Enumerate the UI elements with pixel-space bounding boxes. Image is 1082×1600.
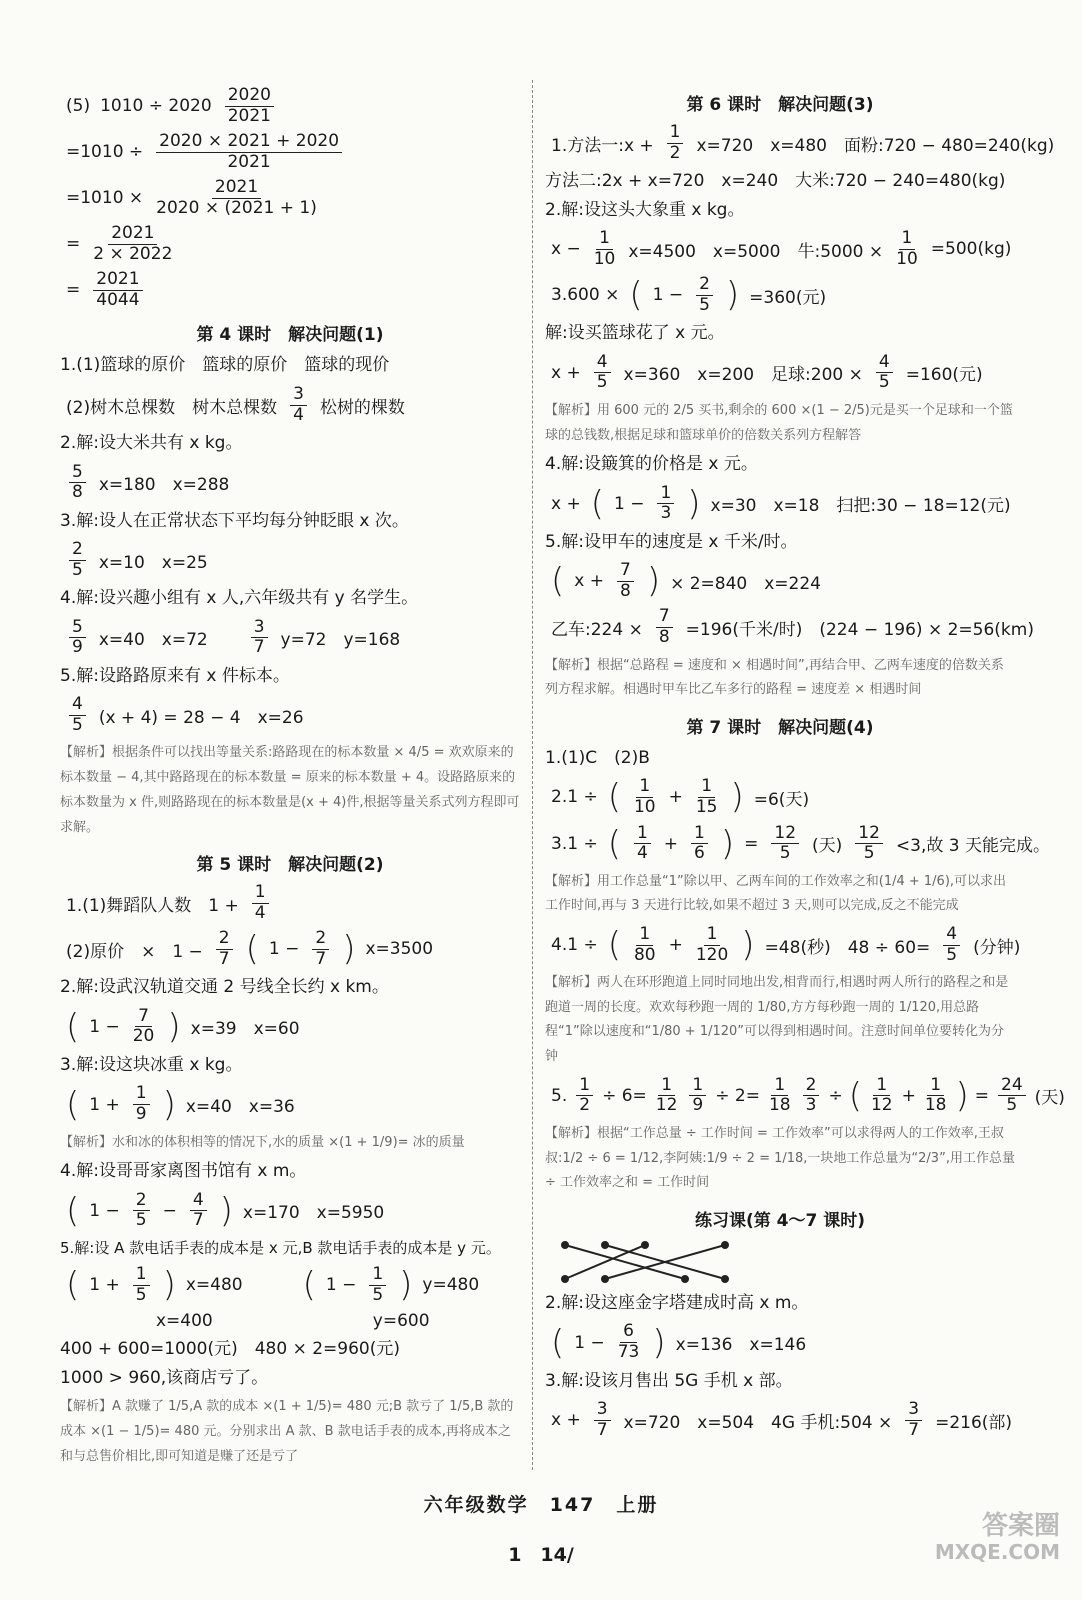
equation: $\frac{4}{5}$ (x + 4) = 28 − 4 x=26	[66, 695, 520, 735]
answer-line: 解:设买篮球花了 x 元。	[545, 323, 725, 344]
answer-line: 3.解:设这块冰重 x kg。	[60, 1054, 243, 1075]
expr: =1010 ×	[66, 188, 144, 209]
analysis-note: 【解析】用 600 元的 2/5 买书,剩余的 600 ×(1 − 2/5)元是买一个足球和一个篮球的总钱数,根据足球和篮球单价的倍数关系列方程解答	[545, 402, 1013, 443]
answer-line: 4.解:设哥哥家离图书馆有 x m。	[60, 1161, 307, 1182]
answer-line: 3.解:设人在正常状态下平均每分钟眨眼 x 次。	[60, 510, 409, 531]
watermark	[935, 1512, 1060, 1563]
fraction: $\frac{2021}{2020 \times (2021 + 1)}$	[156, 177, 317, 218]
analysis-note: 【解析】根据“工作总量 ÷ 工作时间 = 工作效率”可以求得两人的工作效率,王叔叔:1/2 ÷ 6 = 1/12,李阿姨:1/9 ÷ 2 = 1/18,一块地工作总量为“2/3”,用工作总量 ÷ 工作效率之和 = 工作时间	[545, 1125, 1015, 1191]
answer-line: 1000 > 960,该商店亏了。	[60, 1367, 269, 1388]
section-title: 第 7 课时 解决问题(4)	[686, 717, 874, 738]
answer-line: 2.解:设大米共有 x kg。	[60, 433, 243, 454]
equation: x − $\frac{1}{10}$ x=4500 x=5000 牛:5000 × $\frac{1}{10}$ =500(kg)	[551, 228, 1012, 269]
answer-line: 3.解:设该月售出 5G 手机 x 部。	[545, 1370, 793, 1391]
answer-line: 5.解:设 A 款电话手表的成本是 x 元,B 款电话手表的成本是 y 元。	[60, 1238, 501, 1257]
equation: x + ( 1 − $\frac{1}{3}$ ) x=30 x=18 扫把:30 − 18=12(元)	[551, 482, 1011, 524]
analysis-note: 【解析】水和冰的体积相等的情况下,水的质量 ×(1 + 1/9)= 冰的质量	[60, 1134, 465, 1150]
answer-line: 5.解:设甲车的速度是 x 千米/时。	[545, 531, 798, 552]
equation: 5. $\frac{1}{2}$ ÷ 6= $\frac{1}{12}$ $\frac{1}{9}$ ÷ 2= $\frac{1}{18}$ $\frac{2}{3}$ ÷ ( $\frac{1}{12}$ + $\frac{1}{18}$ ) = $\frac{24}{5}$ (天)	[551, 1074, 1065, 1116]
watermark-url: MXQE.COM	[934, 1539, 1060, 1564]
section-title: 第 5 课时 解决问题(2)	[196, 855, 384, 876]
answer-line: 2.解:设武汉轨道交通 2 号线全长约 x km。	[60, 977, 389, 998]
page-footer: 六年级数学 147 上册	[423, 1494, 659, 1516]
expr: =1010 ÷	[66, 142, 144, 163]
answer-line: 1.(1)篮球的原价 篮球的原价 篮球的现价	[60, 355, 390, 376]
answer-line: (2)原价 × 1 − $\frac{2}{7}$ ( 1 − $\frac{2}{7}$ ) x=3500	[66, 928, 434, 970]
answer-line: 400 + 600=1000(元) 480 × 2=960(元)	[60, 1339, 400, 1360]
analysis-note: 【解析】两人在环形跑道上同时同地出发,相背而行,相遇时两人所行的路程之和是跑道一周的长度。欢欢每秒跑一周的 1/80,方方每秒跑一周的 1/120,用总路程“1”除以速度和“1/80 + 1/120”可以得到相遇时间。注意时间单位要转化为分钟	[545, 975, 1009, 1065]
equation: $\frac{5}{8}$ x=180 x=288	[66, 463, 520, 503]
section-title: 第 4 课时 解决问题(1)	[196, 325, 384, 346]
equation: $\frac{5}{9}$ x=40 x=72 $\frac{3}{7}$ y=72 y=168	[66, 618, 520, 658]
fraction: $\frac{2021}{2 \times 2022}$	[93, 223, 173, 264]
answer-line: 4.解:设兴趣小组有 x 人,六年级共有 y 名学生。	[60, 588, 419, 609]
page-number: 1 14/	[508, 1544, 574, 1566]
equation: 3.1 ÷ ( $\frac{1}{4}$ + $\frac{1}{6}$ ) = $\frac{12}{5}$ (天) $\frac{12}{5}$ <3,故 3 天能完成。	[551, 822, 1051, 864]
column-divider	[532, 80, 534, 1470]
analysis-note: 【解析】根据“总路程 = 速度和 × 相遇时间”,再结合甲、乙两车速度的倍数关系列方程求解。相遇时甲车比乙车多行的路程 = 速度差 × 相遇时间	[545, 657, 1004, 698]
equation: x + $\frac{4}{5}$ x=360 x=200 足球:200 × $\frac{4}{5}$ =160(元)	[551, 351, 983, 393]
equation: $\frac{2}{5}$ x=10 x=25	[66, 540, 520, 580]
expr: 1010 ÷ 2020	[100, 96, 212, 117]
problem-5-calc: (5) 1010 ÷ 2020 $\frac{2020}{2021}$ =1010 ÷ $\frac{2020 \times 2021 + 2020}{2021}$ =1010 × $\frac{2021}{2020 \times (2021 + 1)}$ = $\frac{2021}{2 \times 2022}$ = $\frac{2021}{4044}$	[60, 86, 520, 310]
equation: ( 1 + $\frac{1}{9}$ ) x=40 x=36	[66, 1083, 295, 1125]
equation: 3.600 × ( 1 − $\frac{2}{5}$ ) =360(元)	[551, 274, 827, 316]
equation: ( x + $\frac{7}{8}$ ) × 2=840 x=224	[551, 560, 821, 602]
answer-line: 1.(1)C (2)B	[545, 747, 650, 768]
answer-line: 方法二:2x + x=720 x=240 大米:720 − 240=480(kg)	[545, 171, 1006, 192]
fraction: $\frac{2020}{2021}$	[225, 86, 274, 126]
answer-line: 2.解:设这座金字塔建成时高 x m。	[545, 1292, 809, 1313]
equation: 2.1 ÷ ( $\frac{1}{10}$ + $\frac{1}{15}$ ) =6(天)	[551, 776, 810, 818]
matching-lines-diagram	[555, 1239, 755, 1285]
equation: x=400 y=600	[156, 1311, 430, 1332]
fraction: $\frac{2021}{4044}$	[93, 270, 142, 310]
answer-line: 2.解:设这头大象重 x kg。	[545, 199, 745, 220]
answer-line: 5.解:设路路原来有 x 件标本。	[60, 665, 290, 686]
equation: ( 1 − $\frac{6}{73}$ ) x=136 x=146	[551, 1321, 807, 1363]
section-title: 练习课(第 4～7 课时)	[694, 1210, 866, 1231]
equation: x + $\frac{3}{7}$ x=720 x=504 4G 手机:504 × $\frac{3}{7}$ =216(部)	[551, 1399, 1013, 1440]
answer-line: 1.(1)舞蹈队人数 1 + $\frac{1}{4}$	[66, 883, 520, 923]
analysis-note: 【解析】根据条件可以找出等量关系:路路现在的标本数量 × 4/5 = 欢欢原来的标本数量 − 4,其中路路现在的标本数量 = 原来的标本数量 + 4。设路路原来的标本数量为 x 件,则路路现在的标本数量是(x + 4)件,根据等量关系式列方程即可求解。	[60, 745, 520, 835]
left-column	[60, 80, 520, 1474]
equation: ( 1 − $\frac{7}{20}$ ) x=39 x=60	[66, 1005, 300, 1047]
section-title: 第 6 课时 解决问题(3)	[686, 95, 874, 115]
equation: 4.1 ÷ ( $\frac{1}{80}$ + $\frac{1}{120}$ ) =48(秒) 48 ÷ 60= $\frac{4}{5}$ (分钟)	[551, 923, 1021, 966]
equation: 1.方法一:x + $\frac{1}{2}$ x=720 x=480 面粉:720 − 480=240(kg)	[551, 122, 1055, 163]
equation: ( 1 − $\frac{2}{5}$ − $\frac{4}{7}$ ) x=170 x=5950	[66, 1189, 385, 1231]
fraction: $\frac{2020 \times 2021 + 2020}{2021}$	[156, 132, 342, 172]
analysis-note: 【解析】用工作总量“1”除以甲、乙两车间的工作效率之和(1/4 + 1/6),可以求出工作时间,再与 3 天进行比较,如果不超过 3 天,则可以完成,反之不能完成	[545, 873, 1007, 914]
equation: ( 1 + $\frac{1}{5}$ ) x=480 ( 1 − $\frac{1}{5}$ ) y=480	[66, 1264, 480, 1306]
equation: 乙车:224 × $\frac{7}{8}$ =196(千米/时) (224 − 196) × 2=56(km)	[551, 606, 1034, 647]
answer-line: 4.解:设簸箕的价格是 x 元。	[545, 454, 758, 475]
label: (5)	[66, 96, 91, 117]
watermark-text: 答案圈	[981, 1511, 1060, 1541]
answer-line: (2)树木总棵数 树木总棵数 $\frac{3}{4}$ 松树的棵数	[66, 383, 405, 425]
right-column	[545, 80, 1065, 1446]
analysis-note: 【解析】A 款赚了 1/5,A 款的成本 ×(1 + 1/5)= 480 元;B 款亏了 1/5,B 款的成本 ×(1 − 1/5)= 480 元。分别求出 A 款、B 款电话手表的成本,再将成本之和与总售价相比,即可知道是赚了还是亏了	[60, 1399, 514, 1464]
